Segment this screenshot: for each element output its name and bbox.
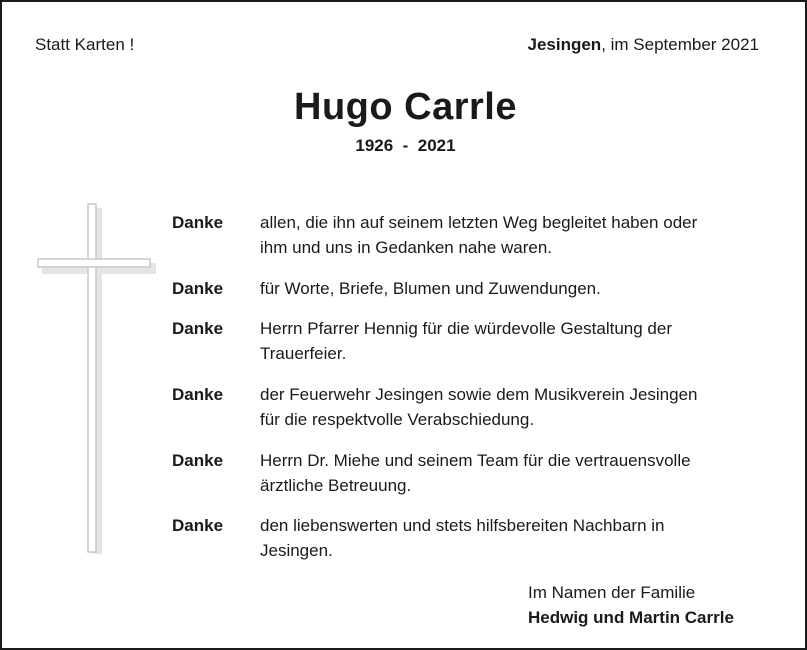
- life-years: 1926 - 2021: [355, 136, 456, 155]
- thanks-text: [260, 513, 770, 563]
- signature-intro: Im Namen der Familie: [528, 583, 696, 602]
- thanks-label: Danke: [172, 516, 224, 535]
- thanks-text: [260, 316, 770, 366]
- cross-icon: [36, 202, 156, 558]
- thanks-label: Danke: [172, 213, 224, 232]
- thanks-label: Danke: [172, 385, 224, 404]
- thanks-line: ärztliche Betreuung.: [260, 476, 412, 495]
- signature-block: [528, 580, 734, 630]
- thanks-line: allen, die ihn auf seinem letzten Weg begleitet haben oder: [260, 213, 698, 232]
- statt-karten-text: Statt Karten !: [35, 35, 135, 54]
- thanks-text: [260, 448, 770, 498]
- thanks-line: für Worte, Briefe, Blumen und Zuwendungen.: [260, 279, 601, 298]
- thanks-line: für die respektvolle Verabschiedung.: [260, 410, 535, 429]
- thanks-line: Trauerfeier.: [260, 344, 347, 363]
- thanks-line: der Feuerwehr Jesingen sowie dem Musikverein Jesingen: [260, 385, 698, 404]
- signature-family: Hedwig und Martin Carrle: [528, 608, 734, 627]
- thanks-text: [260, 276, 770, 301]
- thanks-line: ihm und uns in Gedanken nahe waren.: [260, 238, 553, 257]
- thanks-line: Herrn Dr. Miehe und seinem Team für die vertrauensvolle: [260, 451, 691, 470]
- thanks-text: [260, 382, 770, 432]
- thanks-line: Jesingen.: [260, 541, 333, 560]
- date-text: , im September 2021: [601, 35, 759, 54]
- thanks-text: [260, 210, 770, 260]
- thanks-label: Danke: [172, 319, 224, 338]
- deceased-name: Hugo Carrle: [294, 86, 517, 128]
- thanks-line: Herrn Pfarrer Hennig für die würdevolle Gestaltung der: [260, 319, 672, 338]
- thanks-label: Danke: [172, 279, 224, 298]
- place-name: Jesingen: [527, 35, 602, 54]
- thanks-label: Danke: [172, 451, 224, 470]
- place-date: [527, 35, 759, 55]
- thanks-line: den liebenswerten und stets hilfsbereiten Nachbarn in: [260, 516, 665, 535]
